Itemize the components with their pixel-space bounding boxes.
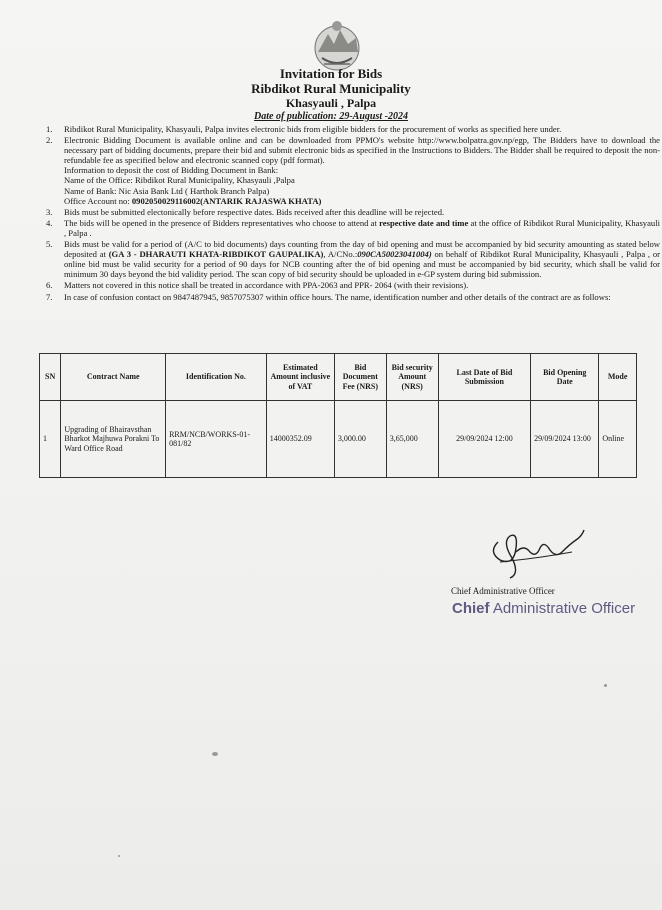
municipality-location: Khasyauli , Palpa [285,96,377,110]
cell-identification: RRM/NCB/WORKS-01-081/82 [166,401,267,478]
municipality-name: Ribdikot Rural Municipality [251,81,411,96]
scan-speck [212,752,218,756]
header-contract-name: Contract Name [61,354,166,401]
bank-info-heading: Information to deposit the cost of Bidding Document in Bank: [64,165,279,176]
header-sn: SN [40,354,61,401]
scan-speck [604,684,607,687]
cell-sn: 1 [40,401,61,478]
contract-table [39,353,637,478]
notice-list [40,124,660,303]
cell-mode: Online [599,401,637,478]
notice-title: Invitation for Bids [279,66,383,81]
header-identification: Identification No. [166,354,267,401]
header-estimated-amount: Estimated Amount inclusive of VAT [266,354,334,401]
table-row [40,401,637,478]
list-item: 6. Matters not covered in this notice shall be treated in accordance with PPA-2063 and PPR- 2064 (with their revisions). [46,280,469,291]
table-header-row [40,354,637,401]
office-account: Office Account no: 0902050029116002(ANTARIK RAJASWA KHATA) [64,195,322,206]
header-bid-security: Bid security Amount (NRS) [386,354,438,401]
office-name: Name of the Office: Ribdikot Rural Municipality, Khasyauli ,Palpa [64,175,295,186]
cell-doc-fee: 3,000.00 [334,401,386,478]
header-last-date: Last Date of Bid Submission [438,354,531,401]
cell-estimated-amount: 14000352.09 [266,401,334,478]
header-doc-fee: Bid Document Fee (NRS) [334,354,386,401]
scan-speck [118,855,120,857]
list-item: 1. Ribdikot Rural Municipality, Khasyauli, Palpa invites electronic bids from eligible bidders for the procurement of works as specified here under. [46,124,562,134]
publication-date: Date of publication: 29-August -2024 [254,111,408,122]
signature-caption: Chief Administrative Officer [451,586,555,596]
bank-name: Name of Bank: Nic Asia Bank Ltd ( Harthok Branch Palpa) [64,185,270,196]
list-item: 2. Electronic Bidding Document is available online and can be downloaded from PPMO's website http://www.bolpatra.gov.np/egp, The Bidders have to download the necessary part of bidding documents, prepare their bid and submit electronic bids as specified in the Instructions to Bidders. The Bidder shall be required to deposit the non-refundable fee as specified below and electronic scanned copy (pdf format). Information to deposit the cost of Bidding Document in Bank: Name of the Office: Ribdikot Rural Municipality, Khasyauli ,Palpa Name of Bank: Nic Asia Bank Ltd ( Harthok Branch Palpa) Office Account no: 0902050029116002(ANTARIK RAJASWA KHATA) [46,135,660,206]
cell-opening-date: 29/09/2024 13:00 [531,401,599,478]
list-item: 3. Bids must be submitted electonically before respective dates. Bids received after this deadline will be rejected. [46,206,445,217]
header-mode: Mode [599,354,637,401]
cell-bid-security: 3,65,000 [386,401,438,478]
list-item: 4. The bids will be opened in the presence of Bidders representatives who choose to attend at respective date and time at the office of Ribdikot Rural Municipality, Khasyauli , Palpa . [46,217,660,238]
cell-last-date: 29/09/2024 12:00 [438,401,531,478]
notice-header [0,66,662,123]
header-opening-date: Bid Opening Date [531,354,599,401]
official-stamp: Chief Administrative Officer [452,600,636,617]
list-item: 7. In case of confusion contact on 9847487945, 9857075307 within office hours. The name, identification number and other details of the contract are as follows: [46,291,611,302]
list-item: 5. Bids must be valid for a period of (A/C to bid documents) days counting from the day of bid opening and must be accompanied by bid security amounting as stated below deposited at (GA 3 - DHARAUTI KHATA-RIBDIKOT GAUPALIKA), A/CNo.:090CA50023041004) on behalf of Ribdikot Rural Municipality, Khasyauli , Palpa , or online bid must be valid security for a period of 90 days for NCB counting after the of bid opening and must be accompanied by bid security, which shall be valid for minimum 30 days beyond the bid validity period. The scan copy of bid security should be uploaded in e-GP system during bid submission. [46,239,660,280]
cell-contract-name: Upgrading of Bhairavsthan Bharkot Majhuwa Porakni To Ward Office Road [61,401,166,478]
signature-icon [480,522,600,580]
